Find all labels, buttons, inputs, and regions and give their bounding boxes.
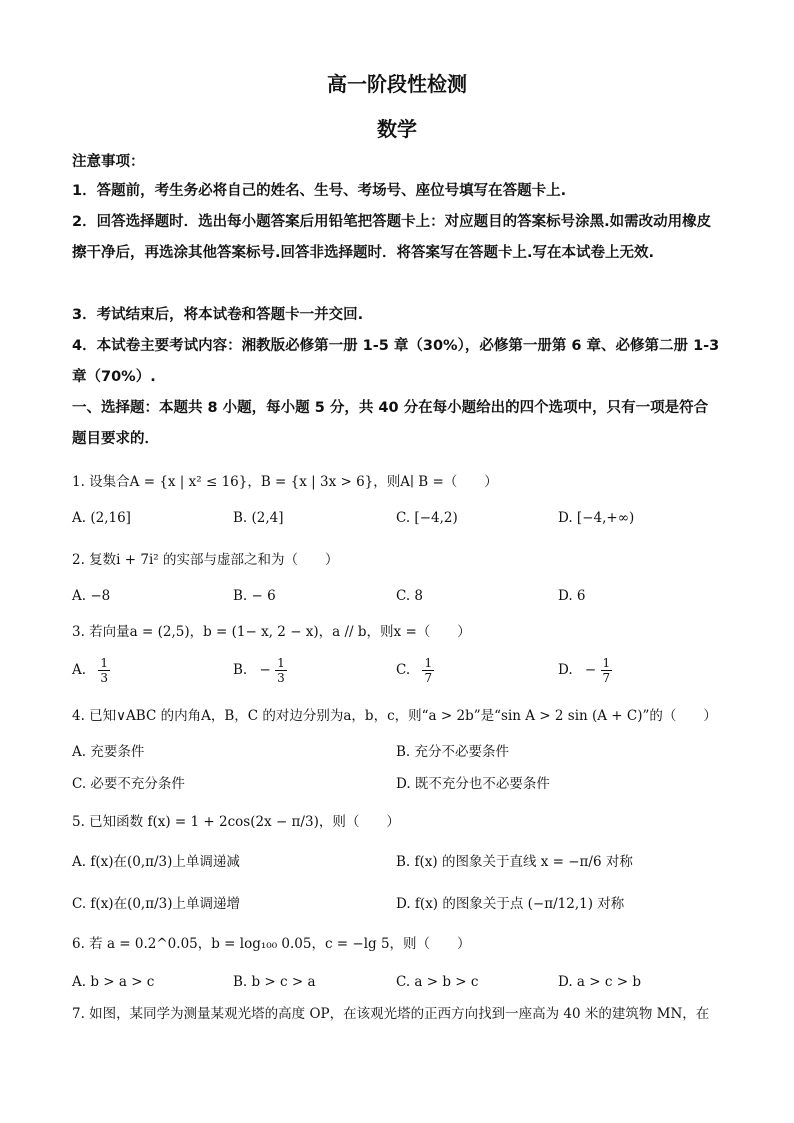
q2-option-a: A. −8 bbox=[72, 588, 111, 604]
q5-option-a: A. f(x)在(0,π/3)上单调递减 bbox=[72, 854, 240, 870]
q3-d-fraction: $\frac{1}{7}$ bbox=[602, 656, 611, 685]
q3-option-d: D. − $\frac{1}{7}$ bbox=[558, 656, 611, 685]
q6-option-a: A. b > a > c bbox=[72, 974, 155, 990]
q6-option-d: D. a > c > b bbox=[558, 974, 641, 990]
notice-item-3: 3．考试结束后，将本试卷和答题卡一并交回. bbox=[72, 307, 364, 323]
question-5-stem: 5. 已知函数 f(x) = 1 + 2cos(2x − π/3)，则（ ） bbox=[72, 814, 400, 830]
q5-option-d: D. f(x) 的图象关于点 (−π/12,1) 对称 bbox=[396, 896, 625, 912]
q1-option-c: C. [−4,2) bbox=[396, 510, 458, 526]
q6-option-c: C. a > b > c bbox=[396, 974, 479, 990]
question-7-stem: 7. 如图，某同学为测量某观光塔的高度 OP，在该观光塔的正西方向找到一座高为 40 米的建筑物 MN，在 bbox=[72, 1006, 710, 1022]
question-4-stem: 4. 已知∨ABC 的内角A，B，C 的对边分别为a，b，c，则“a > 2b”是“sin A > 2 sin (A + C)”的（ ） bbox=[72, 708, 717, 724]
q2-option-d: D. 6 bbox=[558, 588, 586, 604]
q3-option-a: A. $\frac{1}{3}$ bbox=[72, 656, 108, 685]
q6-option-b: B. b > c > a bbox=[233, 974, 316, 990]
q4-option-a: A. 充要条件 bbox=[72, 744, 145, 760]
notice-heading: 注意事项： bbox=[72, 154, 145, 170]
q1-option-b: B. (2,4] bbox=[233, 510, 284, 526]
question-1-stem: 1. 设集合A = {x | x² ≤ 16}，B = {x | 3x > 6}，则A∣ B =（ ） bbox=[72, 474, 498, 490]
q2-option-b: B. − 6 bbox=[233, 588, 276, 604]
question-3-stem: 3. 若向量a = (2,5)，b = (1− x, 2 − x)，a // b，则x =（ ） bbox=[72, 624, 471, 640]
q3-b-fraction: $\frac{1}{3}$ bbox=[277, 656, 285, 685]
exam-title: 高一阶段性检测 bbox=[327, 72, 467, 96]
notice-item-2: 2．回答选择题时．选出每小题答案后用铅笔把答题卡上：对应题目的答案标号涂黑.如需改动用橡皮擦干净后，再选涂其他答案标号.回答非选择题时．将答案写在答题卡上.写在本试卷上无效. bbox=[72, 214, 712, 261]
question-2-stem: 2. 复数i + 7i² 的实部与虚部之和为（ ） bbox=[72, 552, 339, 568]
q3-option-c: C. $\frac{1}{7}$ bbox=[396, 656, 433, 685]
notice-item-4: 4．本试卷主要考试内容：湘教版必修第一册 1-5 章（30%），必修第一册第 6 章、必修第二册 1-3 章（70%）. bbox=[72, 338, 720, 385]
q5-option-b: B. f(x) 的图象关于直线 x = −π/6 对称 bbox=[396, 854, 633, 870]
q2-option-c: C. 8 bbox=[396, 588, 424, 604]
q3-c-fraction: $\frac{1}{7}$ bbox=[424, 656, 433, 685]
q5-option-c: C. f(x)在(0,π/3)上单调递增 bbox=[72, 896, 240, 912]
question-6-stem: 6. 若 a = 0.2^0.05，b = log₁₀₀ 0.05，c = −lg 5，则（ ） bbox=[72, 936, 471, 952]
q4-option-d: D. 既不充分也不必要条件 bbox=[396, 776, 550, 792]
subject-title: 数学 bbox=[377, 117, 417, 141]
q4-option-b: B. 充分不必要条件 bbox=[396, 744, 510, 760]
q3-a-fraction: $\frac{1}{3}$ bbox=[100, 656, 108, 685]
q3-option-b: B. − $\frac{1}{3}$ bbox=[233, 656, 285, 685]
q1-option-a: A. (2,16] bbox=[72, 510, 131, 526]
section-heading: 一、选择题：本题共 8 小题，每小题 5 分，共 40 分在每小题给出的四个选项中，只有一项是符合题目要求的． bbox=[72, 400, 709, 447]
q1-option-d: D. [−4,+∞) bbox=[558, 510, 635, 526]
notice-item-1: 1．答题前，考生务必将自己的姓名、生号、考场号、座位号填写在答题卡上. bbox=[72, 183, 567, 199]
q4-option-c: C. 必要不充分条件 bbox=[72, 776, 185, 792]
